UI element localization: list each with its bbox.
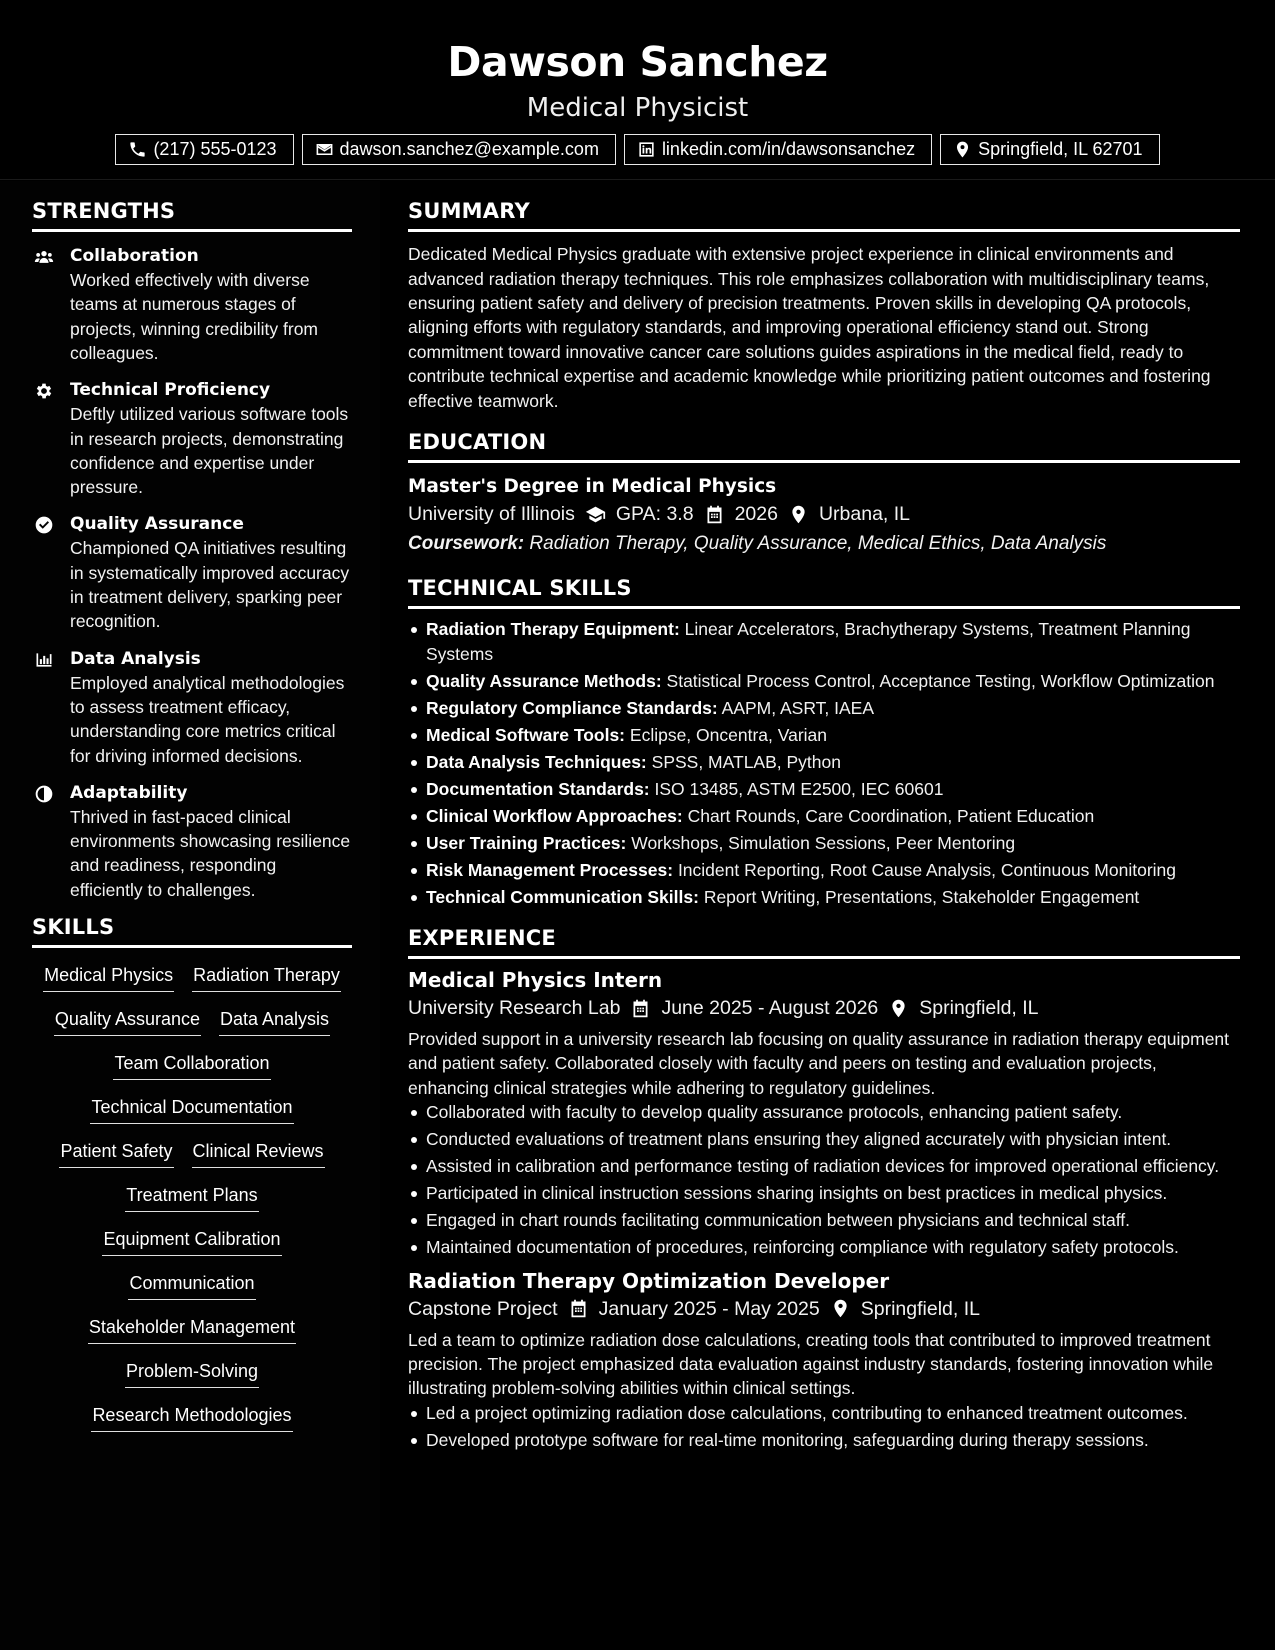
contact-location[interactable]: [940, 134, 1159, 165]
contact-linkedin-text: linkedin.com/in/dawsonsanchez: [661, 139, 916, 159]
list-item: [408, 804, 1240, 828]
contact-phone-text: (217) 555-0123: [153, 139, 277, 159]
job-dates: June 2025 - August 2026: [661, 997, 879, 1020]
job-description: Provided support in a university research lab focusing on quality assurance in radiation therapy equipment and patient safety. Collaborated closely with faculty and peers on testing and evaluation projects, enhancing clinical strategies while adhering to regulatory guidelines.: [408, 1029, 1230, 1098]
list-item: [408, 696, 1240, 720]
strength-desc: Employed analytical methodologies to assess treatment efficacy, understanding core metrics critical for driving informed decisions.: [70, 672, 345, 766]
skill-values: Statistical Process Control, Acceptance Testing, Workflow Optimization: [666, 670, 1215, 691]
strength-item: [32, 647, 352, 768]
skill-values: Chart Rounds, Care Coordination, Patient Education: [687, 805, 1095, 826]
summary-heading: SUMMARY: [408, 200, 1240, 232]
education-heading: EDUCATION: [408, 431, 1240, 463]
strength-desc: Thrived in fast-paced clinical environments showcasing resilience and readiness, responding efficiently to challenges.: [70, 806, 351, 900]
skill-values: AAPM, ASRT, IAEA: [721, 697, 875, 718]
technical-skills-list: [408, 617, 1240, 909]
candidate-name: Dawson Sanchez: [447, 38, 828, 86]
skill-tag: Quality Assurance: [54, 1006, 201, 1036]
skill-values: SPSS, MATLAB, Python: [651, 751, 841, 772]
skills-list: [32, 962, 352, 1432]
strength-item: [32, 378, 352, 499]
strength-desc: Deftly utilized various software tools in research projects, demonstrating confidence and expertise under pressure.: [70, 404, 349, 498]
job-entry: [408, 1268, 1240, 1453]
skill-tag: Stakeholder Management: [88, 1314, 296, 1344]
skill-category: User Training Practices:: [426, 832, 627, 853]
job-meta: [408, 993, 1240, 1023]
skill-values: Eclipse, Oncentra, Varian: [629, 724, 828, 745]
map-pin-icon: [888, 998, 909, 1019]
envelope-icon: [315, 140, 334, 159]
calendar-icon: [630, 998, 651, 1019]
list-item: Assisted in calibration and performance testing of radiation devices for improved operational efficiency.: [408, 1154, 1240, 1178]
skill-tag: Radiation Therapy: [192, 962, 341, 992]
skill-tag: Research Methodologies: [91, 1402, 292, 1432]
technical-skills-heading: TECHNICAL SKILLS: [408, 577, 1240, 609]
contact-email[interactable]: [302, 134, 616, 165]
summary-text: Dedicated Medical Physics graduate with extensive project experience in clinical environments and advanced radiation therapy techniques. This role emphasizes collaboration with multidisciplinary teams, ensuring patient safety and delivery of precision treatments. Proven skills in developing QA protocols, aligning efforts with regulatory standards, and improving operational efficiency stand out. Strong commitment toward innovative cancer care solutions guides aspirations in the medical field, ready to contribute technical expertise and academic knowledge while prioritizing patient outcomes and fostering effective teamwork.: [408, 244, 1211, 411]
phone-icon: [128, 140, 147, 159]
strength-title: Adaptability: [70, 782, 188, 803]
contact-bar: [0, 134, 1275, 165]
skill-category: Radiation Therapy Equipment:: [426, 619, 680, 640]
coursework: [408, 529, 1240, 559]
skill-category: Risk Management Processes:: [426, 859, 674, 880]
graduation-cap-icon: [585, 504, 606, 525]
job-location: Springfield, IL: [919, 997, 1039, 1020]
skill-tag: Clinical Reviews: [192, 1138, 325, 1168]
job-description: Led a team to optimize radiation dose calculations, creating tools that contributed to improved treatment precision. The project emphasized data evaluation against industry standards, fostering innovation while illustrating problem-solving abilities within clinical settings.: [408, 1329, 1214, 1399]
strengths-heading: STRENGTHS: [32, 200, 352, 232]
list-item: [408, 858, 1240, 882]
skill-category: Technical Communication Skills:: [426, 886, 699, 907]
list-item: Conducted evaluations of treatment plans ensuring they aligned accurately with physician intent.: [408, 1127, 1240, 1151]
half-circle-icon: [34, 784, 54, 804]
skill-values: Report Writing, Presentations, Stakeholder Engagement: [703, 886, 1140, 907]
contact-email-text: dawson.sanchez@example.com: [339, 139, 599, 159]
skill-category: Clinical Workflow Approaches:: [426, 805, 683, 826]
calendar-icon: [704, 504, 725, 525]
contact-phone[interactable]: [115, 134, 293, 165]
skill-tag: Medical Physics: [43, 962, 174, 992]
list-item: [408, 831, 1240, 855]
skill-tag: Communication: [128, 1270, 255, 1300]
map-pin-icon: [788, 504, 809, 525]
skill-tag: Problem-Solving: [125, 1358, 259, 1388]
list-item: Developed prototype software for real-time monitoring, safeguarding during therapy sessions.: [408, 1428, 1240, 1452]
skill-tag: Treatment Plans: [125, 1182, 258, 1212]
skills-section: [32, 916, 352, 1432]
linkedin-icon: [637, 140, 656, 159]
skill-tag: Data Analysis: [219, 1006, 330, 1036]
experience-section: [408, 927, 1240, 1452]
skill-tag: Team Collaboration: [113, 1050, 270, 1080]
school-location: Urbana, IL: [818, 503, 911, 526]
calendar-icon: [568, 1298, 589, 1319]
skill-category: Regulatory Compliance Standards:: [426, 697, 718, 718]
job-dates: January 2025 - May 2025: [598, 1297, 820, 1320]
gear-icon: [34, 381, 54, 401]
job-org: Capstone Project: [408, 1297, 558, 1320]
bar-chart-icon: [34, 650, 54, 670]
job-location: Springfield, IL: [860, 1297, 980, 1320]
degree-title: Master's Degree in Medical Physics: [408, 476, 777, 498]
sidebar: [32, 200, 352, 1432]
candidate-title: Medical Physicist: [526, 93, 749, 123]
graduation-year: 2026: [734, 503, 778, 526]
strengths-list: [32, 244, 352, 902]
strength-item: [32, 781, 352, 902]
experience-heading: EXPERIENCE: [408, 927, 1240, 959]
strength-title: Quality Assurance: [70, 514, 244, 535]
skill-tag: Technical Documentation: [90, 1094, 293, 1124]
summary-section: [408, 200, 1240, 413]
skill-category: Medical Software Tools:: [426, 724, 626, 745]
job-bullets: [408, 1401, 1240, 1452]
skill-category: Data Analysis Techniques:: [426, 751, 647, 772]
strength-title: Technical Proficiency: [70, 380, 271, 401]
skill-values: Workshops, Simulation Sessions, Peer Mentoring: [631, 832, 1016, 853]
technical-skills-section: [408, 577, 1240, 909]
job-title: Radiation Therapy Optimization Developer: [408, 1268, 890, 1293]
contact-location-text: Springfield, IL 62701: [978, 139, 1143, 159]
coursework-list: Radiation Therapy, Quality Assurance, Medical Ethics, Data Analysis: [529, 533, 1107, 555]
list-item: Led a project optimizing radiation dose calculations, contributing to enhanced treatment outcomes.: [408, 1401, 1240, 1425]
strength-item: [32, 244, 352, 365]
coursework-label: Coursework:: [408, 533, 525, 555]
school-name: University of Illinois: [408, 503, 575, 526]
education-meta: [408, 499, 1240, 529]
list-item: Engaged in chart rounds facilitating communication between physicians and technical staff.: [408, 1208, 1240, 1232]
job-title: Medical Physics Intern: [408, 968, 663, 993]
list-item: Collaborated with faculty to develop quality assurance protocols, enhancing patient safety.: [408, 1100, 1240, 1124]
list-item: [408, 723, 1240, 747]
main-content: [408, 200, 1240, 1455]
map-pin-icon: [830, 1298, 851, 1319]
list-item: [408, 777, 1240, 801]
map-pin-icon: [953, 140, 972, 159]
resume-header: [0, 0, 1275, 180]
skill-category: Documentation Standards:: [426, 778, 650, 799]
skill-tag: Patient Safety: [59, 1138, 173, 1168]
strength-title: Data Analysis: [70, 648, 201, 669]
skill-category: Quality Assurance Methods:: [426, 670, 662, 691]
gpa: GPA: 3.8: [615, 503, 694, 526]
list-item: Maintained documentation of procedures, reinforcing compliance with regulatory safety protocols.: [408, 1235, 1240, 1259]
strength-desc: Worked effectively with diverse teams at numerous stages of projects, winning credibility from colleagues.: [70, 270, 319, 363]
skill-values: Incident Reporting, Root Cause Analysis, Continuous Monitoring: [677, 859, 1176, 880]
education-section: [408, 431, 1240, 559]
skill-values: Linear Accelerators, Brachytherapy Systems, Treatment Planning Systems: [426, 619, 1191, 664]
list-item: [408, 669, 1240, 693]
strength-desc: Championed QA initiatives resulting in systematically improved accuracy in treatment delivery, sparking peer recognition.: [70, 538, 350, 632]
skill-values: ISO 13485, ASTM E2500, IEC 60601: [654, 778, 944, 799]
skills-heading: SKILLS: [32, 916, 352, 948]
skill-tag: Equipment Calibration: [102, 1226, 281, 1256]
job-meta: [408, 1294, 1240, 1324]
list-item: [408, 885, 1240, 909]
job-bullets: [408, 1100, 1240, 1259]
list-item: [408, 750, 1240, 774]
strength-item: [32, 512, 352, 633]
check-circle-icon: [34, 515, 54, 535]
strength-title: Collaboration: [70, 246, 199, 267]
list-item: Participated in clinical instruction sessions sharing insights on best practices in medical physics.: [408, 1181, 1240, 1205]
list-item: [408, 617, 1240, 666]
contact-linkedin[interactable]: [624, 134, 932, 165]
users-icon: [34, 247, 54, 267]
job-org: University Research Lab: [408, 997, 621, 1020]
job-entry: [408, 967, 1240, 1260]
